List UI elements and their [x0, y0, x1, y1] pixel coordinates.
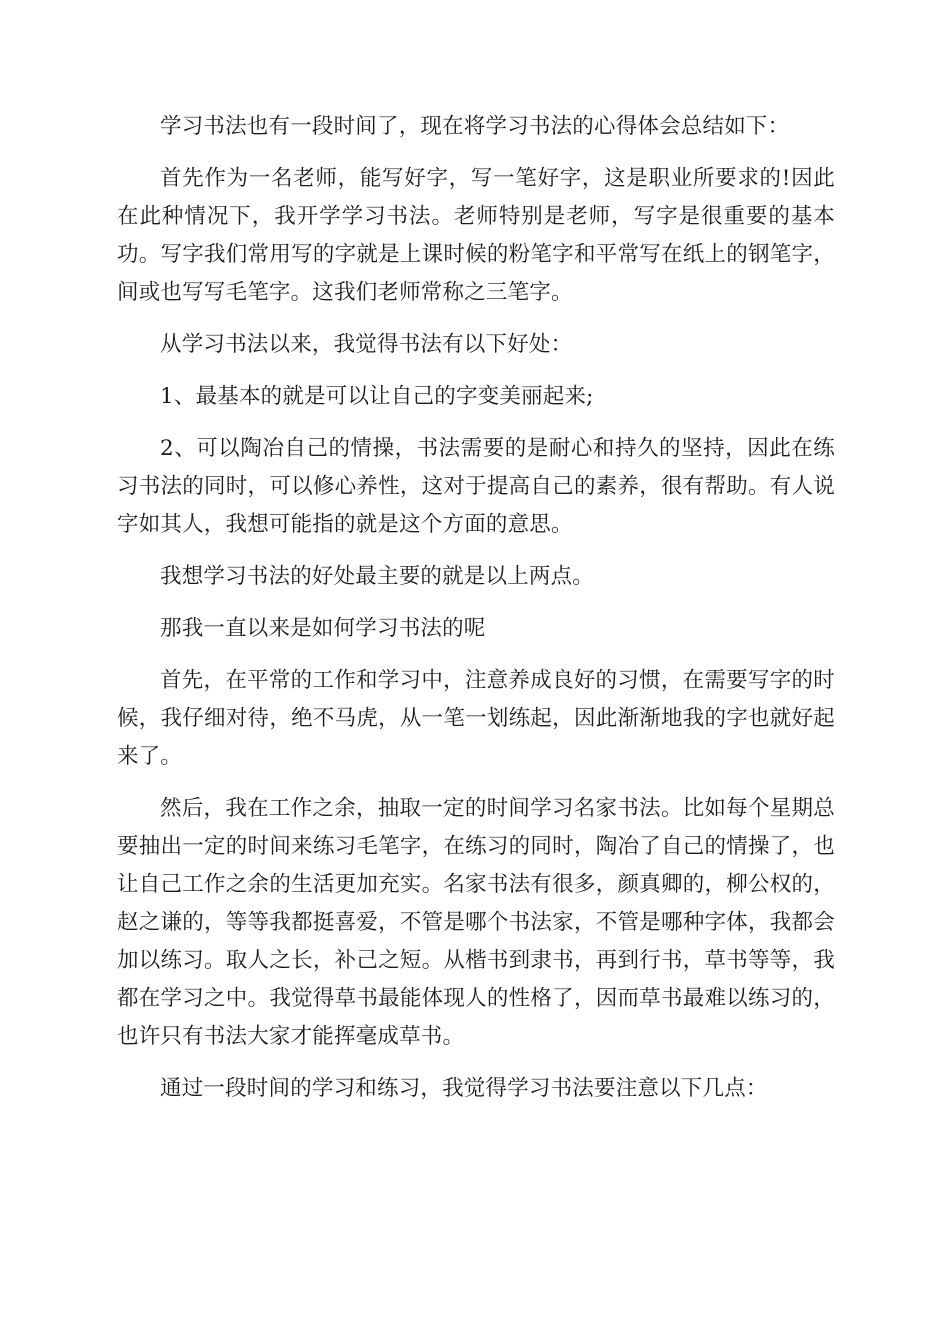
paragraph-benefit-2: 2、可以陶冶自己的情操，书法需要的是耐心和持久的坚持，因此在练习书法的同时，可以修心养性，这对于提高自己的素养，很有帮助。有人说字如其人，我想可能指的就是这个方面的意思。	[117, 436, 835, 537]
paragraph-method-then: 然后，我在工作之余，抽取一定的时间学习名家书法。比如每个星期总要抽出一定的时间来练习毛笔字，在练习的同时，陶冶了自己的情操了，也让自己工作之余的生活更加充实。名家书法有很多，颜真卿的，柳公权的，赵之谦的，等等我都挺喜爱，不管是哪个书法家，不管是哪种字体，我都会加以练习。取人之长，补己之短。从楷书到隶书，再到行书，草书等等，我都在学习之中。我觉得草书最能体现人的性格了，因而草书最难以练习的，也许只有书法大家才能挥毫成草书。	[117, 796, 835, 1049]
document-body	[117, 108, 835, 1108]
paragraph-notes-heading: 通过一段时间的学习和练习，我觉得学习书法要注意以下几点：	[160, 1076, 768, 1101]
paragraph-benefits-heading: 从学习书法以来，我觉得书法有以下好处：	[160, 332, 573, 357]
paragraph-method-first: 首先，在平常的工作和学习中，注意养成良好的习惯，在需要写字的时候，我仔细对待，绝不马虎，从一笔一划练起，因此渐渐地我的字也就好起来了。	[117, 668, 835, 769]
paragraph-intro: 学习书法也有一段时间了，现在将学习书法的心得体会总结如下：	[160, 114, 790, 139]
paragraph-benefit-1: 1、最基本的就是可以让自己的字变美丽起来;	[160, 384, 594, 409]
paragraph-benefits-summary: 我想学习书法的好处最主要的就是以上两点。	[160, 564, 595, 589]
paragraph-teacher-reason: 首先作为一名老师，能写好字，写一笔好字，这是职业所要求的!因此在此种情况下，我开学学习书法。老师特别是老师，写字是很重要的基本功。写字我们常用写的字就是上课时候的粉笔字和平常写在纸上的钢笔字，间或也写写毛笔字。这我们老师常称之三笔字。	[117, 166, 835, 305]
paragraph-method-question: 那我一直以来是如何学习书法的呢	[160, 616, 486, 641]
